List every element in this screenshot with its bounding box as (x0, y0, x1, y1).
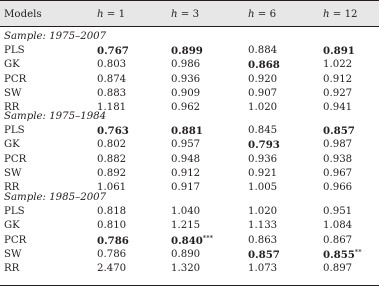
table-cell (323, 125, 355, 137)
model-name: PCR (4, 153, 27, 165)
panel-title: Sample: 1975–1984 (4, 111, 107, 122)
cell-value: 0.890 (171, 248, 201, 260)
cell-value: 0.927 (323, 87, 353, 99)
model-name: RR (4, 102, 20, 114)
horizon-column-header (97, 9, 125, 21)
cell-value: 1.084 (323, 220, 353, 232)
equals-sign: = (254, 9, 270, 20)
table-cell (97, 249, 126, 261)
cell-value: 0.855 (323, 248, 355, 261)
table-cell (97, 45, 129, 57)
cell-value: 0.948 (171, 153, 201, 165)
table-cell (97, 235, 129, 247)
table-cell (97, 139, 126, 151)
table-cell (323, 220, 352, 232)
model-name: SW (4, 87, 22, 99)
cell-value: 0.863 (248, 234, 278, 246)
table-cell (323, 206, 352, 218)
cell-value: 0.907 (248, 87, 278, 99)
cell-value: 1.005 (248, 182, 278, 194)
cell-value: 1.061 (97, 182, 127, 194)
cell-value: 0.962 (171, 102, 201, 114)
equals-sign: = (177, 9, 193, 20)
cell-value: 0.874 (97, 73, 127, 85)
cell-value: 0.897 (323, 263, 353, 275)
horizon-column-header (323, 9, 358, 21)
table-cell (97, 125, 129, 137)
cell-value: 0.951 (323, 206, 353, 217)
cell-value: 0.767 (97, 45, 129, 57)
table-cell (97, 154, 126, 166)
table-cell (171, 74, 200, 86)
model-name: PLS (4, 206, 25, 217)
model-name: PLS (4, 125, 25, 136)
cell-value: 0.786 (97, 248, 127, 260)
models-column-header: Models (4, 9, 42, 20)
cell-value: 0.936 (248, 153, 278, 165)
table-cell (171, 45, 203, 57)
cell-value: 1.320 (171, 263, 201, 275)
cell-value: 0.938 (323, 153, 353, 165)
table-cell (323, 263, 352, 275)
table-cell (248, 74, 277, 86)
bottom-rule (0, 285, 379, 286)
cell-value: 0.941 (323, 102, 353, 114)
table-cell (323, 88, 352, 100)
cell-value: 1.181 (97, 102, 127, 114)
cell-value: 0.957 (171, 139, 201, 151)
cell-value: 0.986 (171, 59, 201, 71)
cell-value: 0.868 (248, 59, 280, 72)
cell-value: 1.073 (248, 263, 278, 275)
table-cell (323, 182, 352, 194)
table-cell (97, 168, 126, 180)
cell-value: 0.802 (97, 139, 127, 151)
model-name: GK (4, 139, 20, 151)
horizon-value: 12 (344, 9, 358, 20)
table-cell (248, 235, 277, 247)
model-name: GK (4, 59, 20, 71)
cell-value: 0.845 (248, 125, 278, 136)
table-cell (248, 102, 277, 114)
cell-value: 0.912 (323, 73, 353, 85)
cell-value: 0.867 (323, 234, 353, 246)
cell-value: 0.909 (171, 87, 201, 99)
significance-marker: ** (354, 248, 362, 256)
cell-value: 2.470 (97, 263, 127, 275)
cell-value: 0.810 (97, 220, 127, 232)
horizon-value: 6 (269, 9, 277, 20)
cell-value: 0.920 (248, 73, 278, 85)
model-name: SW (4, 248, 22, 260)
cell-value: 0.840 (171, 234, 203, 247)
table-cell (97, 263, 126, 275)
model-name: GK (4, 220, 20, 232)
table-cell (248, 182, 277, 194)
cell-value: 0.881 (171, 125, 203, 137)
table-cell (248, 220, 277, 232)
table-cell (323, 59, 352, 71)
cell-value: 0.921 (248, 167, 278, 179)
top-rule (0, 0, 379, 1)
cell-value: 1.133 (248, 220, 278, 232)
table-cell (323, 102, 352, 114)
table-cell (171, 88, 200, 100)
table-cell (97, 59, 126, 71)
model-name: PLS (4, 45, 25, 56)
cell-value: 0.892 (97, 167, 127, 179)
cell-value: 0.884 (248, 45, 278, 56)
model-name: RR (4, 182, 20, 194)
horizon-symbol: h (248, 9, 255, 20)
horizon-value: 1 (118, 9, 126, 20)
table-cell (171, 59, 200, 71)
table-cell (171, 263, 200, 275)
table-cell (97, 74, 126, 86)
cell-value: 0.818 (97, 206, 127, 217)
model-name: PCR (4, 73, 27, 85)
cell-value: 0.786 (97, 234, 129, 247)
cell-value: 0.793 (248, 139, 280, 152)
cell-value: 1.215 (171, 220, 201, 232)
cell-value: 0.763 (97, 125, 129, 137)
panel-title: Sample: 1975–2007 (4, 31, 107, 42)
table-cell (248, 249, 280, 261)
table-cell (171, 206, 200, 218)
panel-title: Sample: 1985–2007 (4, 192, 107, 203)
table-cell (248, 139, 280, 151)
cell-value: 0.891 (323, 45, 355, 57)
cell-value: 0.803 (97, 59, 127, 71)
table-cell (248, 168, 277, 180)
horizon-symbol: h (323, 9, 330, 20)
table-cell (248, 45, 277, 57)
cell-value: 1.020 (248, 206, 278, 217)
table-cell (171, 249, 200, 261)
table-cell (323, 249, 362, 261)
table-cell (97, 220, 126, 232)
horizon-value: 3 (192, 9, 200, 20)
table-cell (323, 154, 352, 166)
cell-value: 0.966 (323, 182, 353, 194)
table-cell (171, 154, 200, 166)
cell-value: 0.857 (323, 125, 355, 137)
table-cell (323, 139, 352, 151)
table-cell (323, 235, 352, 247)
table-cell (171, 139, 200, 151)
cell-value: 0.936 (171, 73, 201, 85)
table-cell (171, 168, 200, 180)
table-cell (171, 102, 200, 114)
cell-value: 0.917 (171, 182, 201, 194)
table-cell (248, 59, 280, 71)
cell-value: 0.967 (323, 167, 353, 179)
horizon-column-header (171, 9, 199, 21)
cell-value: 0.857 (248, 248, 280, 261)
table-cell (97, 88, 126, 100)
equals-sign: = (103, 9, 119, 20)
horizon-symbol: h (171, 9, 178, 20)
table-cell (248, 263, 277, 275)
table-cell (323, 74, 352, 86)
cell-value: 0.882 (97, 153, 127, 165)
table-cell (248, 154, 277, 166)
table-cell (171, 125, 203, 137)
cell-value: 0.883 (97, 87, 127, 99)
table-cell (323, 168, 352, 180)
table-cell (323, 45, 355, 57)
cell-value: 0.912 (171, 167, 201, 179)
cell-value: 1.040 (171, 206, 201, 217)
horizon-symbol: h (97, 9, 104, 20)
table-cell (248, 88, 277, 100)
header-rule (0, 26, 379, 27)
model-name: SW (4, 167, 22, 179)
significance-marker: *** (202, 234, 214, 242)
table-cell (171, 235, 213, 247)
cell-value: 1.020 (248, 102, 278, 114)
table-cell (97, 206, 126, 218)
cell-value: 0.899 (171, 45, 203, 57)
equals-sign: = (329, 9, 345, 20)
cell-value: 0.987 (323, 139, 353, 151)
horizon-column-header (248, 9, 276, 21)
table-cell (248, 206, 277, 218)
table-cell (171, 182, 200, 194)
table-cell (171, 220, 200, 232)
model-name: PCR (4, 234, 27, 246)
table-cell (248, 125, 277, 137)
model-name: RR (4, 263, 20, 275)
cell-value: 1.022 (323, 59, 353, 71)
